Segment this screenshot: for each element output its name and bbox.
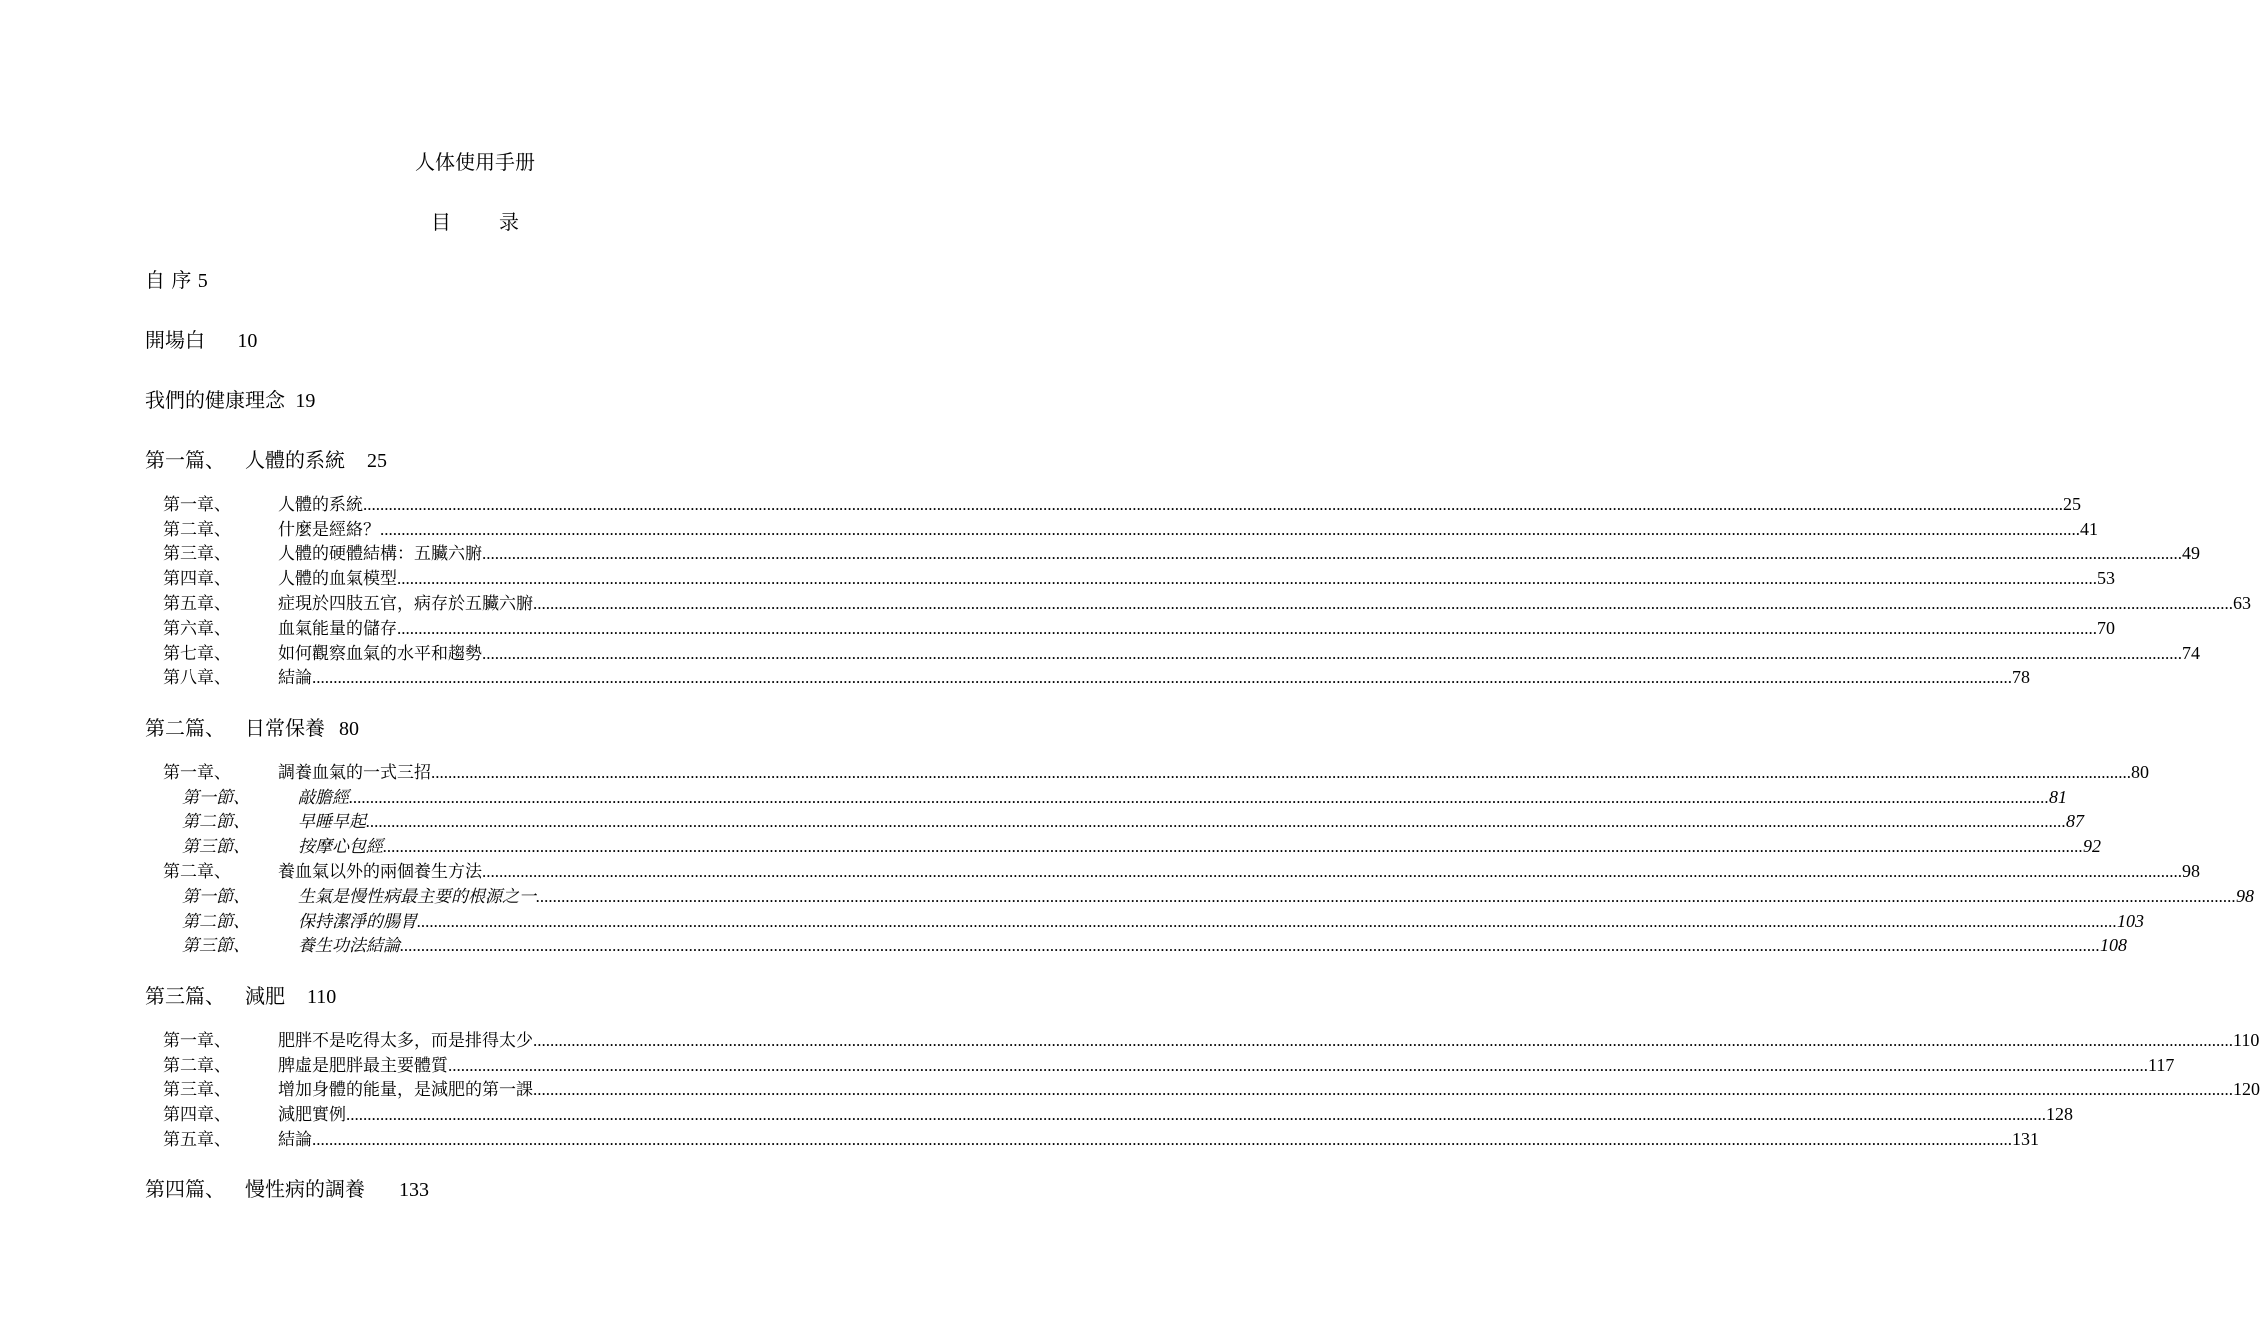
dot-leader: ................................................................................................................................................................................................................................................................................................................................................................................................................ (349, 787, 2049, 807)
chapter-label: 第三章、 (163, 1080, 231, 1101)
chapter-page-number: 25 (2063, 493, 2081, 514)
part-page: 110 (307, 986, 337, 1008)
toc-heading (0, 206, 950, 235)
part-label: 第二篇、 (145, 716, 225, 740)
chapter-page-number: 78 (2012, 667, 2030, 688)
dot-leader: ................................................................................................................................................................................................................................................................................................................................................................................................................ (346, 1105, 2046, 1125)
chapter-title: 脾虛是肥胖最主要體質 (278, 1055, 448, 1076)
part-heading-3[interactable] (145, 980, 336, 1009)
section-label: 第三節、 (182, 936, 250, 957)
toc-heading-char-2: 录 (499, 210, 519, 234)
section-title: 養生功法結論 (298, 936, 400, 957)
part-page: 25 (367, 450, 387, 472)
dot-leader: ................................................................................................................................................................................................................................................................................................................................................................................................................ (363, 494, 2063, 514)
dot-leader: ................................................................................................................................................................................................................................................................................................................................................................................................................ (482, 861, 2182, 881)
toc-heading-char-1: 目 (431, 210, 451, 234)
dot-leader: ................................................................................................................................................................................................................................................................................................................................................................................................................ (533, 1030, 2233, 1050)
dot-leader: ................................................................................................................................................................................................................................................................................................................................................................................................................ (380, 519, 2080, 539)
chapter-label: 第八章、 (163, 668, 231, 689)
part-label: 第四篇、 (145, 1177, 225, 1201)
part-title: 減肥 (245, 984, 285, 1008)
entry-page: 10 (237, 330, 258, 352)
chapter-page-number: 63 (2233, 592, 2251, 613)
dot-leader: ................................................................................................................................................................................................................................................................................................................................................................................................................ (482, 544, 2182, 564)
dot-leader: ................................................................................................................................................................................................................................................................................................................................................................................................................ (448, 1055, 2148, 1075)
chapter-title: 增加身體的能量，是減肥的第一課 (278, 1080, 533, 1101)
chapter-title: 血氣能量的儲存 (278, 618, 397, 639)
chapter-title: 什麼是經絡？ (278, 519, 380, 540)
toc-entry-health-concept[interactable] (145, 384, 315, 413)
chapter-page-number: 80 (2131, 761, 2149, 782)
section-title: 生氣是慢性病最主要的根源之一 (298, 886, 536, 907)
section-page-number: 81 (2049, 786, 2067, 807)
section-label: 第一節、 (182, 886, 250, 907)
dot-leader: ................................................................................................................................................................................................................................................................................................................................................................................................................ (397, 569, 2097, 589)
toc-chapter-row[interactable] (163, 1051, 2175, 1076)
chapter-page-number: 41 (2080, 518, 2098, 539)
section-page-number: 92 (2083, 836, 2101, 857)
chapter-title: 人體的硬體結構：五臟六腑 (278, 544, 482, 565)
chapter-title: 症現於四肢五官，病存於五臟六腑 (278, 593, 533, 614)
chapter-label: 第四章、 (163, 569, 231, 590)
dot-leader: ................................................................................................................................................................................................................................................................................................................................................................................................................ (536, 886, 2236, 906)
toc-chapter-row[interactable] (163, 758, 2149, 783)
entry-label: 我們的健康理念 (145, 388, 285, 412)
chapter-title: 人體的血氣模型 (278, 569, 397, 590)
toc-chapter-row[interactable] (163, 1076, 2260, 1101)
chapter-label: 第二章、 (163, 1055, 231, 1076)
part-title: 人體的系統 (245, 448, 345, 472)
chapter-title: 結論 (278, 668, 312, 689)
part-label: 第三篇、 (145, 984, 225, 1008)
section-title: 早睡早起 (298, 812, 366, 833)
chapter-page-number: 131 (2012, 1128, 2039, 1149)
toc-chapter-row[interactable] (163, 857, 2200, 882)
section-page-number: 87 (2066, 811, 2084, 832)
dot-leader: ................................................................................................................................................................................................................................................................................................................................................................................................................ (366, 812, 2066, 832)
chapter-label: 第二章、 (163, 519, 231, 540)
dot-leader: ................................................................................................................................................................................................................................................................................................................................................................................................................ (312, 1129, 2012, 1149)
chapter-title: 結論 (278, 1129, 312, 1150)
chapter-page-number: 128 (2046, 1104, 2073, 1125)
toc-section-row[interactable] (163, 832, 2101, 858)
dot-leader: ................................................................................................................................................................................................................................................................................................................................................................................................................ (482, 643, 2182, 663)
toc-section-row[interactable] (163, 932, 2127, 957)
dot-leader: ................................................................................................................................................................................................................................................................................................................................................................................................................ (533, 593, 2233, 613)
chapter-label: 第三章、 (163, 544, 231, 565)
toc-chapter-row[interactable] (163, 664, 2030, 689)
part-page: 133 (399, 1179, 429, 1201)
chapter-page-number: 53 (2097, 568, 2115, 589)
part-heading-1[interactable] (145, 444, 387, 473)
section-page-number: 103 (2117, 910, 2144, 931)
part-heading-4[interactable] (145, 1173, 429, 1202)
part-title: 日常保養 (245, 716, 325, 740)
part-heading-2[interactable] (145, 712, 359, 741)
chapter-label: 第五章、 (163, 593, 231, 614)
toc-section-row[interactable] (163, 808, 2084, 833)
toc-chapter-row[interactable] (163, 1100, 2073, 1126)
toc-chapter-row[interactable] (163, 540, 2200, 565)
chapter-title: 人體的系統 (278, 494, 363, 515)
chapter-label: 第四章、 (163, 1105, 231, 1126)
chapter-title: 如何觀察血氣的水平和趨勢 (278, 643, 482, 664)
chapter-page-number: 120 (2233, 1079, 2260, 1100)
toc-chapter-row[interactable] (163, 1026, 2260, 1051)
toc-chapter-row[interactable] (163, 564, 2115, 590)
chapter-page-number: 70 (2097, 617, 2115, 638)
chapter-label: 第一章、 (163, 762, 231, 783)
part-title: 慢性病的調養 (245, 1177, 365, 1201)
chapter-page-number: 110 (2233, 1029, 2260, 1050)
chapter-label: 第七章、 (163, 643, 231, 664)
entry-label: 自 序 (145, 268, 192, 292)
toc-entry-opening[interactable] (145, 324, 257, 353)
toc-section-row[interactable] (163, 907, 2144, 932)
chapter-page-number: 49 (2182, 543, 2200, 564)
part-2-rows (163, 758, 2254, 957)
dot-leader: ................................................................................................................................................................................................................................................................................................................................................................................................................ (400, 936, 2100, 956)
chapter-label: 第六章、 (163, 618, 231, 639)
part-3-rows (163, 1026, 2260, 1150)
part-label: 第一篇、 (145, 448, 225, 472)
dot-leader: ................................................................................................................................................................................................................................................................................................................................................................................................................ (417, 911, 2117, 931)
chapter-title: 減肥實例 (278, 1105, 346, 1126)
chapter-label: 第二章、 (163, 861, 231, 882)
toc-chapter-row[interactable] (163, 515, 2098, 540)
part-page: 80 (339, 718, 359, 740)
dot-leader: ................................................................................................................................................................................................................................................................................................................................................................................................................ (312, 668, 2012, 688)
dot-leader: ................................................................................................................................................................................................................................................................................................................................................................................................................ (533, 1080, 2233, 1100)
section-label: 第三節、 (182, 837, 250, 858)
chapter-page-number: 117 (2148, 1054, 2175, 1075)
toc-section-row[interactable] (163, 783, 2067, 808)
section-title: 保持潔淨的腸胃 (298, 911, 417, 932)
dot-leader: ................................................................................................................................................................................................................................................................................................................................................................................................................ (383, 837, 2083, 857)
chapter-label: 第一章、 (163, 1030, 231, 1051)
chapter-page-number: 74 (2182, 642, 2200, 663)
section-label: 第二節、 (182, 812, 250, 833)
chapter-title: 肥胖不是吃得太多，而是排得太少 (278, 1030, 533, 1051)
section-label: 第二節、 (182, 911, 250, 932)
toc-chapter-row[interactable] (163, 639, 2200, 664)
entry-label: 開場白 (145, 328, 205, 352)
chapter-page-number: 98 (2182, 860, 2200, 881)
entry-page: 19 (295, 390, 316, 412)
toc-entry-preface[interactable] (145, 264, 208, 293)
chapter-title: 養血氣以外的兩個養生方法 (278, 861, 482, 882)
section-title: 敲膽經 (298, 787, 349, 808)
book-title: 人体使用手册 (415, 150, 535, 174)
part-1-rows (163, 490, 2251, 689)
toc-chapter-row[interactable] (163, 589, 2251, 614)
toc-section-row[interactable] (163, 882, 2254, 907)
toc-chapter-row[interactable] (163, 490, 2081, 515)
chapter-title: 調養血氣的一式三招 (278, 762, 431, 783)
entry-page: 5 (197, 270, 208, 292)
chapter-label: 第五章、 (163, 1129, 231, 1150)
chapter-label: 第一章、 (163, 494, 231, 515)
section-title: 按摩心包經 (298, 837, 383, 858)
section-page-number: 98 (2236, 885, 2254, 906)
dot-leader: ................................................................................................................................................................................................................................................................................................................................................................................................................ (397, 618, 2097, 638)
section-page-number: 108 (2100, 935, 2127, 956)
toc-chapter-row[interactable] (163, 1125, 2039, 1150)
toc-chapter-row[interactable] (163, 614, 2115, 639)
dot-leader: ................................................................................................................................................................................................................................................................................................................................................................................................................ (431, 762, 2131, 782)
section-label: 第一節、 (182, 787, 250, 808)
